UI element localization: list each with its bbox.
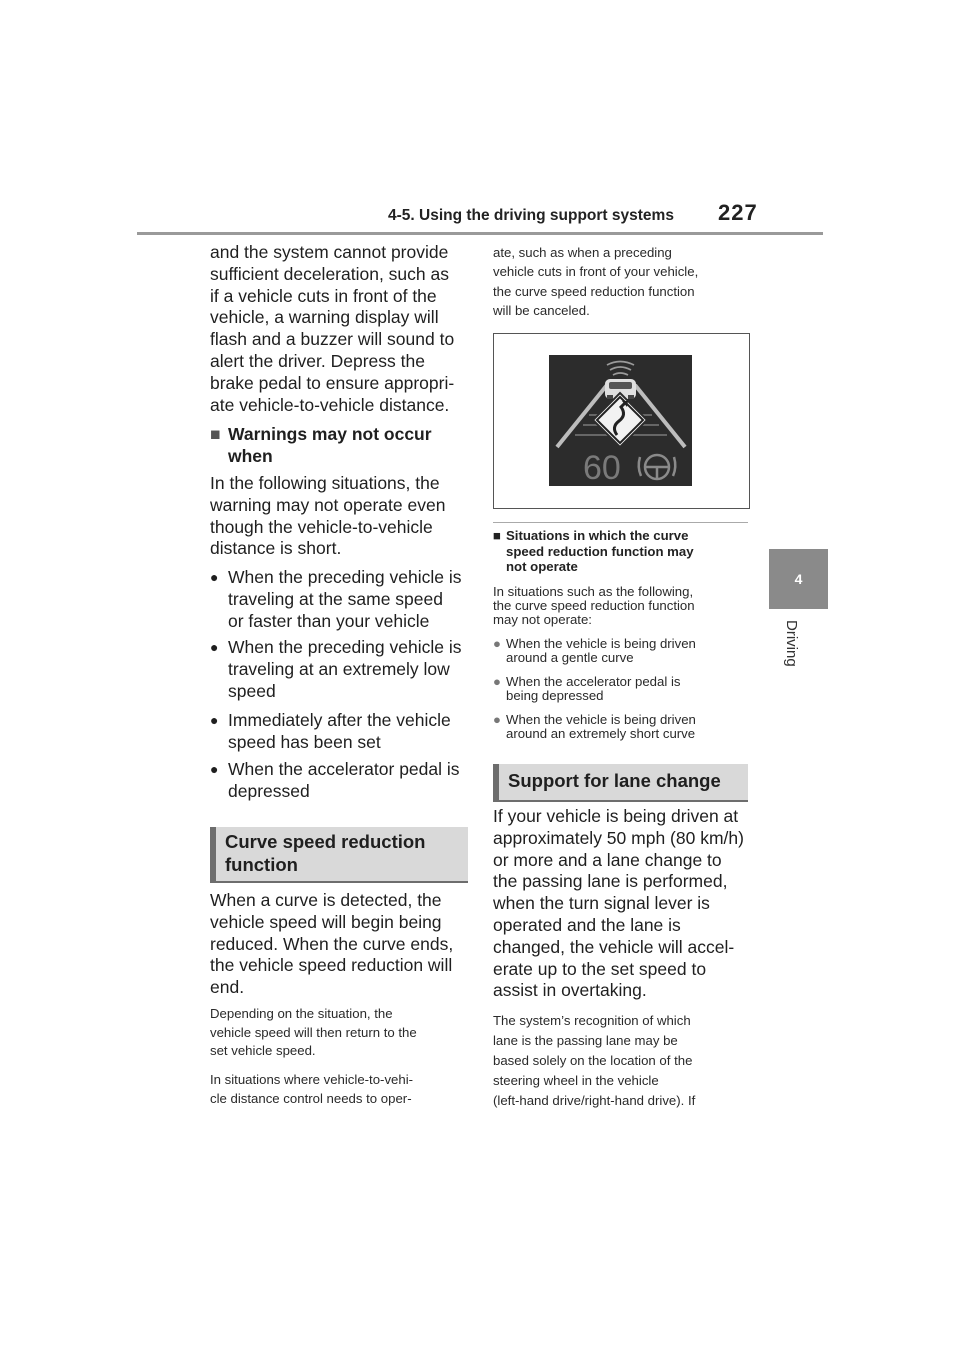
text-line: or faster than your vehicle: [228, 610, 430, 631]
text-line: vehicle speed will begin being: [210, 911, 442, 932]
text-line: when: [228, 445, 273, 466]
text-line: brake pedal to ensure appropri-: [210, 372, 455, 393]
text-line: changed, the vehicle will accel-: [493, 936, 735, 957]
curve-speed-heading: [210, 827, 468, 883]
text-line: traveling at the same speed: [228, 588, 443, 609]
bullet-dot: ●: [210, 712, 219, 728]
text-line: When the vehicle is being driven: [506, 712, 696, 727]
chapter-number: 4: [794, 571, 803, 587]
note-cancel-continued: [493, 243, 758, 321]
note-cancel: [210, 1071, 475, 1108]
square-marker: ■: [493, 528, 501, 543]
text-line: if a vehicle cuts in front of the: [210, 285, 437, 306]
text-line: will be canceled.: [493, 303, 590, 319]
text-line: approximately 50 mph (80 km/h): [493, 827, 744, 848]
text-line: vehicle, a warning display will: [210, 307, 439, 328]
situations-intro: [493, 585, 753, 628]
text-line: When the accelerator pedal is: [228, 759, 460, 779]
curve-speed-display: [549, 355, 692, 486]
square-marker: ■: [210, 424, 221, 444]
note-return-speed: [210, 1005, 475, 1061]
text-line: the vehicle speed reduction will: [210, 955, 453, 976]
text-line: When the accelerator pedal is: [506, 674, 681, 689]
text-line: ate vehicle-to-vehicle distance.: [210, 394, 450, 415]
text-line: alert the driver. Depress the: [210, 350, 425, 371]
lane-change-paragraph: [493, 806, 755, 1002]
text-line: though the vehicle-to-vehicle: [210, 516, 433, 537]
curve-warning-graphic: [549, 355, 692, 486]
text-line: distance is short.: [210, 538, 342, 559]
bullet-dot: ●: [210, 761, 219, 777]
set-speed-value: 60: [583, 449, 621, 486]
text-line: around a gentle curve: [506, 650, 634, 666]
text-line: Immediately after the vehicle: [228, 710, 451, 730]
text-line: depressed: [228, 780, 310, 801]
text-line: vehicle cuts in front of your vehicle,: [493, 264, 699, 280]
text-line: Situations in which the curve: [506, 528, 689, 543]
bullet-dot: ●: [493, 674, 501, 689]
text-line: not operate: [506, 559, 578, 574]
text-line: In situations such as the following,: [493, 584, 694, 599]
text-line: The system’s recognition of which: [493, 1013, 691, 1028]
text-line: cle distance control needs to oper-: [210, 1090, 412, 1106]
situations-paragraph: [210, 473, 470, 560]
text-line: when the turn signal lever is: [493, 893, 710, 914]
text-line: When a curve is detected, the: [210, 890, 442, 910]
text-line: sufficient deceleration, such as: [210, 263, 449, 284]
section-title: 4-5. Using the driving support systems: [388, 207, 674, 224]
text-line: In the following situations, the: [210, 473, 440, 493]
text-line: erate up to the set speed to: [493, 958, 707, 979]
bullet-dot: ●: [210, 639, 219, 655]
heading-line: Curve speed reduction: [225, 831, 426, 852]
text-line: If your vehicle is being driven at: [493, 806, 739, 826]
page-number: 227: [718, 200, 758, 225]
text-line: speed reduction function may: [506, 543, 694, 559]
bullet-dot: ●: [493, 636, 501, 651]
text-line: reduced. When the curve ends,: [210, 933, 454, 954]
text-line: warning may not operate even: [210, 494, 446, 515]
sub-section-rule: [493, 522, 748, 523]
text-line: end.: [210, 977, 245, 998]
text-line: may not operate:: [493, 612, 592, 628]
text-line: speed: [228, 680, 276, 701]
text-line: being depressed: [506, 688, 604, 704]
lane-recognition-note: [493, 1011, 755, 1111]
curve-description: [210, 890, 475, 999]
chapter-tab: [769, 549, 828, 609]
text-line: the passing lane is performed,: [493, 871, 728, 892]
text-line: lane is the passing lane may be: [493, 1033, 678, 1048]
bullet-dot: ●: [493, 712, 501, 727]
text-line: the curve speed reduction function: [493, 598, 695, 614]
heading-line: Support for lane change: [508, 770, 721, 791]
chapter-label: [782, 620, 802, 700]
text-line: the curve speed reduction function: [493, 283, 695, 299]
bullet-dot: ●: [210, 569, 219, 585]
header-rule: [137, 232, 823, 235]
text-line: When the vehicle is being driven: [506, 636, 696, 651]
chapter-label-text: Driving: [783, 620, 800, 667]
text-line: When the preceding vehicle is: [228, 567, 462, 587]
intro-paragraph: [210, 242, 470, 416]
text-line: When the preceding vehicle is: [228, 637, 462, 657]
text-line: (left-hand drive/right-hand drive). If: [493, 1093, 696, 1108]
text-line: set vehicle speed.: [210, 1043, 316, 1058]
text-line: flash and a buzzer will sound to: [210, 329, 455, 350]
text-line: operated and the lane is: [493, 914, 681, 935]
text-line: In situations where vehicle-to-vehi-: [210, 1072, 414, 1087]
text-line: ate, such as when a preceding: [493, 245, 672, 260]
text-line: based solely on the location of the: [493, 1053, 693, 1068]
text-line: and the system cannot provide: [210, 242, 449, 262]
lane-change-heading: [493, 764, 748, 802]
text-line: around an extremely short curve: [506, 726, 696, 742]
text-line: vehicle speed will then return to the: [210, 1024, 417, 1040]
text-line: speed has been set: [228, 731, 381, 752]
text-line: Depending on the situation, the: [210, 1006, 393, 1021]
text-line: Warnings may not occur: [228, 424, 432, 444]
text-line: assist in overtaking.: [493, 980, 647, 1001]
text-line: traveling at an extremely low: [228, 658, 450, 679]
text-line: steering wheel in the vehicle: [493, 1073, 659, 1088]
text-line: or more and a lane change to: [493, 849, 722, 870]
heading-line: function: [225, 854, 298, 875]
